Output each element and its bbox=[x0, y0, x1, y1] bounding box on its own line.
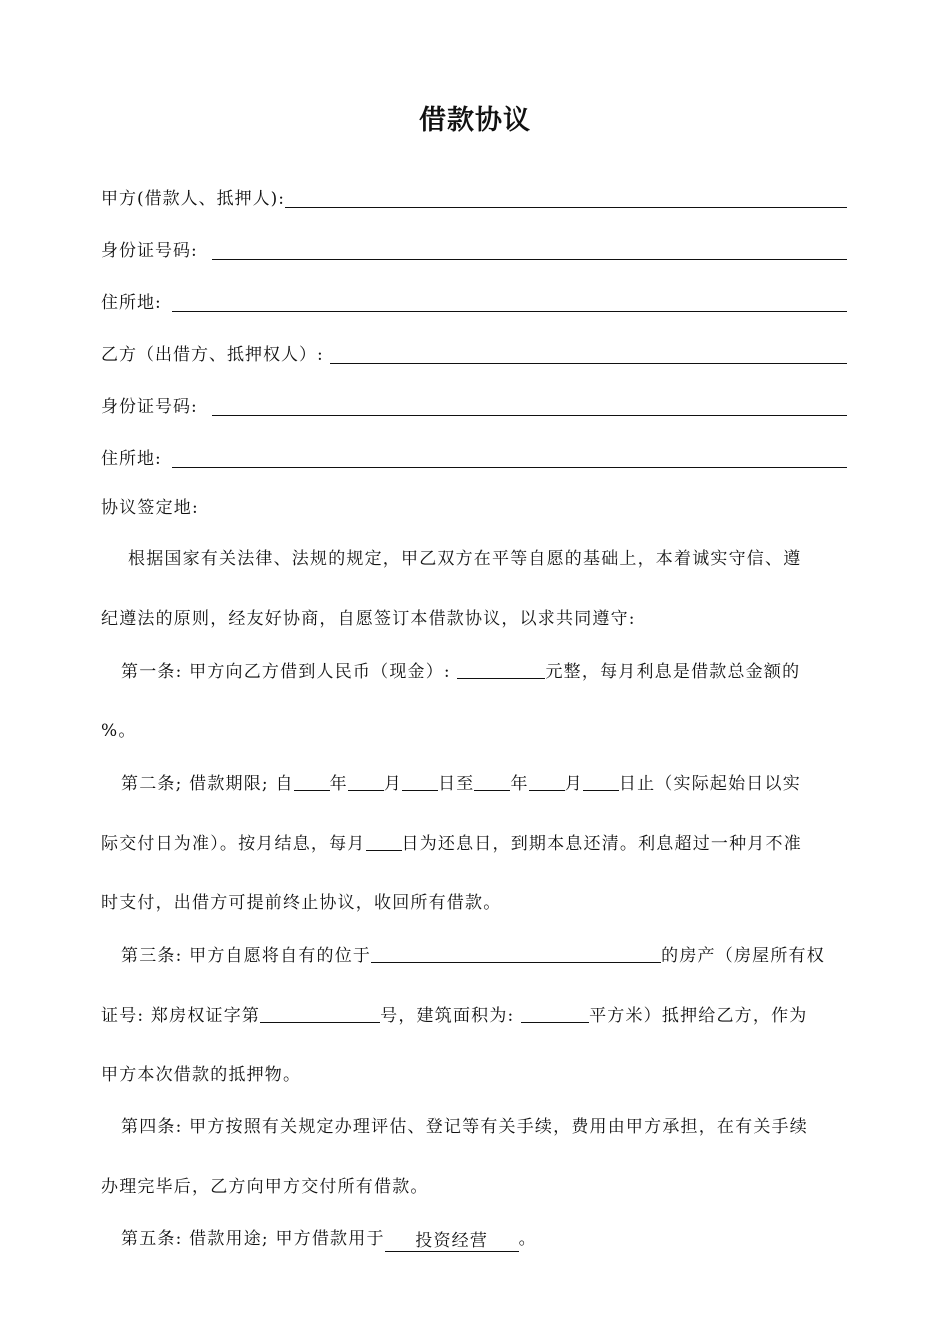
interest-day-blank[interactable] bbox=[366, 832, 402, 851]
party-b-id-label: 身份证号码: bbox=[101, 397, 198, 417]
article-1-text-a: 第一条: 甲方向乙方借到人民币（现金）: bbox=[121, 662, 458, 682]
party-b-field bbox=[101, 340, 847, 366]
article-3-line-3: 甲方本次借款的抵押物。 bbox=[101, 1065, 302, 1085]
article-4-line-1: 第四条: 甲方按照有关规定办理评估、登记等有关手续，费用由甲方承担，在有关手续 bbox=[121, 1117, 808, 1137]
article-3-text-b: 的房产（房屋所有权 bbox=[661, 946, 825, 966]
article-2-text-c: 日为还息日，到期本息还清。利息超过一种月不准 bbox=[401, 834, 802, 854]
end-month-blank[interactable] bbox=[529, 772, 565, 791]
article-3-line-1 bbox=[121, 944, 871, 967]
party-a-id-label: 身份证号码: bbox=[101, 241, 198, 261]
end-day-blank[interactable] bbox=[583, 772, 619, 791]
article-4-line-2: 办理完毕后，乙方向甲方交付所有借款。 bbox=[101, 1177, 429, 1197]
party-b-id-field bbox=[101, 392, 847, 418]
party-b-blank[interactable] bbox=[330, 345, 847, 364]
area-blank[interactable] bbox=[521, 1004, 589, 1023]
article-1-text-b: 元整，每月利息是借款总金额的 bbox=[545, 662, 801, 682]
end-year-blank[interactable] bbox=[474, 772, 510, 791]
document-title: 借款协议 bbox=[419, 105, 531, 136]
article-5-text-a: 第五条: 借款用途; 甲方借款用于 bbox=[121, 1229, 385, 1249]
article-3-text-c: 证号: 郑房权证字第 bbox=[101, 1006, 261, 1026]
party-a-id-field bbox=[101, 236, 847, 262]
signing-place-label: 协议签定地: bbox=[101, 498, 199, 518]
article-2-year-1: 年 bbox=[329, 774, 348, 794]
party-a-blank[interactable] bbox=[285, 189, 847, 208]
party-b-id-blank[interactable] bbox=[212, 397, 847, 416]
property-location-blank[interactable] bbox=[371, 944, 661, 963]
article-2-line-1 bbox=[121, 772, 871, 795]
party-a-address-label: 住所地: bbox=[101, 293, 162, 313]
article-1-line-1 bbox=[121, 660, 871, 683]
article-3-text-a: 第三条: 甲方自愿将自有的位于 bbox=[121, 946, 372, 966]
start-day-blank[interactable] bbox=[402, 772, 438, 791]
party-b-address-blank[interactable] bbox=[172, 449, 847, 468]
intro-line-2: 纪遵法的原则，经友好协商，自愿签订本借款协议，以求共同遵守: bbox=[101, 609, 636, 629]
party-a-address-blank[interactable] bbox=[172, 293, 847, 312]
article-2-text-b: 际交付日为准）。按月结息，每月 bbox=[101, 834, 366, 854]
article-2-month-1: 月 bbox=[383, 774, 403, 794]
party-b-address-field bbox=[101, 444, 847, 470]
article-2-day-to: 日至 bbox=[438, 774, 475, 794]
party-a-id-blank[interactable] bbox=[212, 241, 847, 260]
article-3-text-d: 号，建筑面积为: bbox=[380, 1006, 522, 1026]
article-3-text-e: 平方米）抵押给乙方，作为 bbox=[589, 1006, 808, 1026]
article-2-line-3: 时支付，出借方可提前终止协议，收回所有借款。 bbox=[101, 893, 502, 913]
article-5-line-1 bbox=[121, 1228, 871, 1252]
party-a-address-field bbox=[101, 288, 847, 314]
amount-blank[interactable] bbox=[457, 660, 545, 679]
certificate-number-blank[interactable] bbox=[260, 1004, 380, 1023]
party-b-address-label: 住所地: bbox=[101, 449, 162, 469]
purpose-filled-field[interactable]: 投资经营 bbox=[385, 1231, 519, 1252]
start-year-blank[interactable] bbox=[294, 772, 330, 791]
article-1-line-2: %。 bbox=[101, 721, 137, 741]
start-month-blank[interactable] bbox=[348, 772, 384, 791]
article-2-line-2 bbox=[101, 832, 851, 855]
article-2-year-2: 年 bbox=[510, 774, 529, 794]
party-a-label: 甲方(借款人、抵押人): bbox=[101, 189, 285, 209]
article-3-line-2 bbox=[101, 1004, 851, 1027]
intro-line-1: 根据国家有关法律、法规的规定，甲乙双方在平等自愿的基础上，本着诚实守信、遵 bbox=[128, 549, 802, 569]
article-2-month-2: 月 bbox=[564, 774, 583, 794]
article-5-text-b: 。 bbox=[518, 1229, 537, 1249]
article-2-day-end: 日止（实际起始日以实 bbox=[618, 774, 801, 794]
party-a-field bbox=[101, 184, 847, 210]
party-b-label: 乙方（出借方、抵押权人）: bbox=[101, 345, 324, 365]
article-2-text-a: 第二条; 借款期限; 自 bbox=[121, 774, 294, 794]
